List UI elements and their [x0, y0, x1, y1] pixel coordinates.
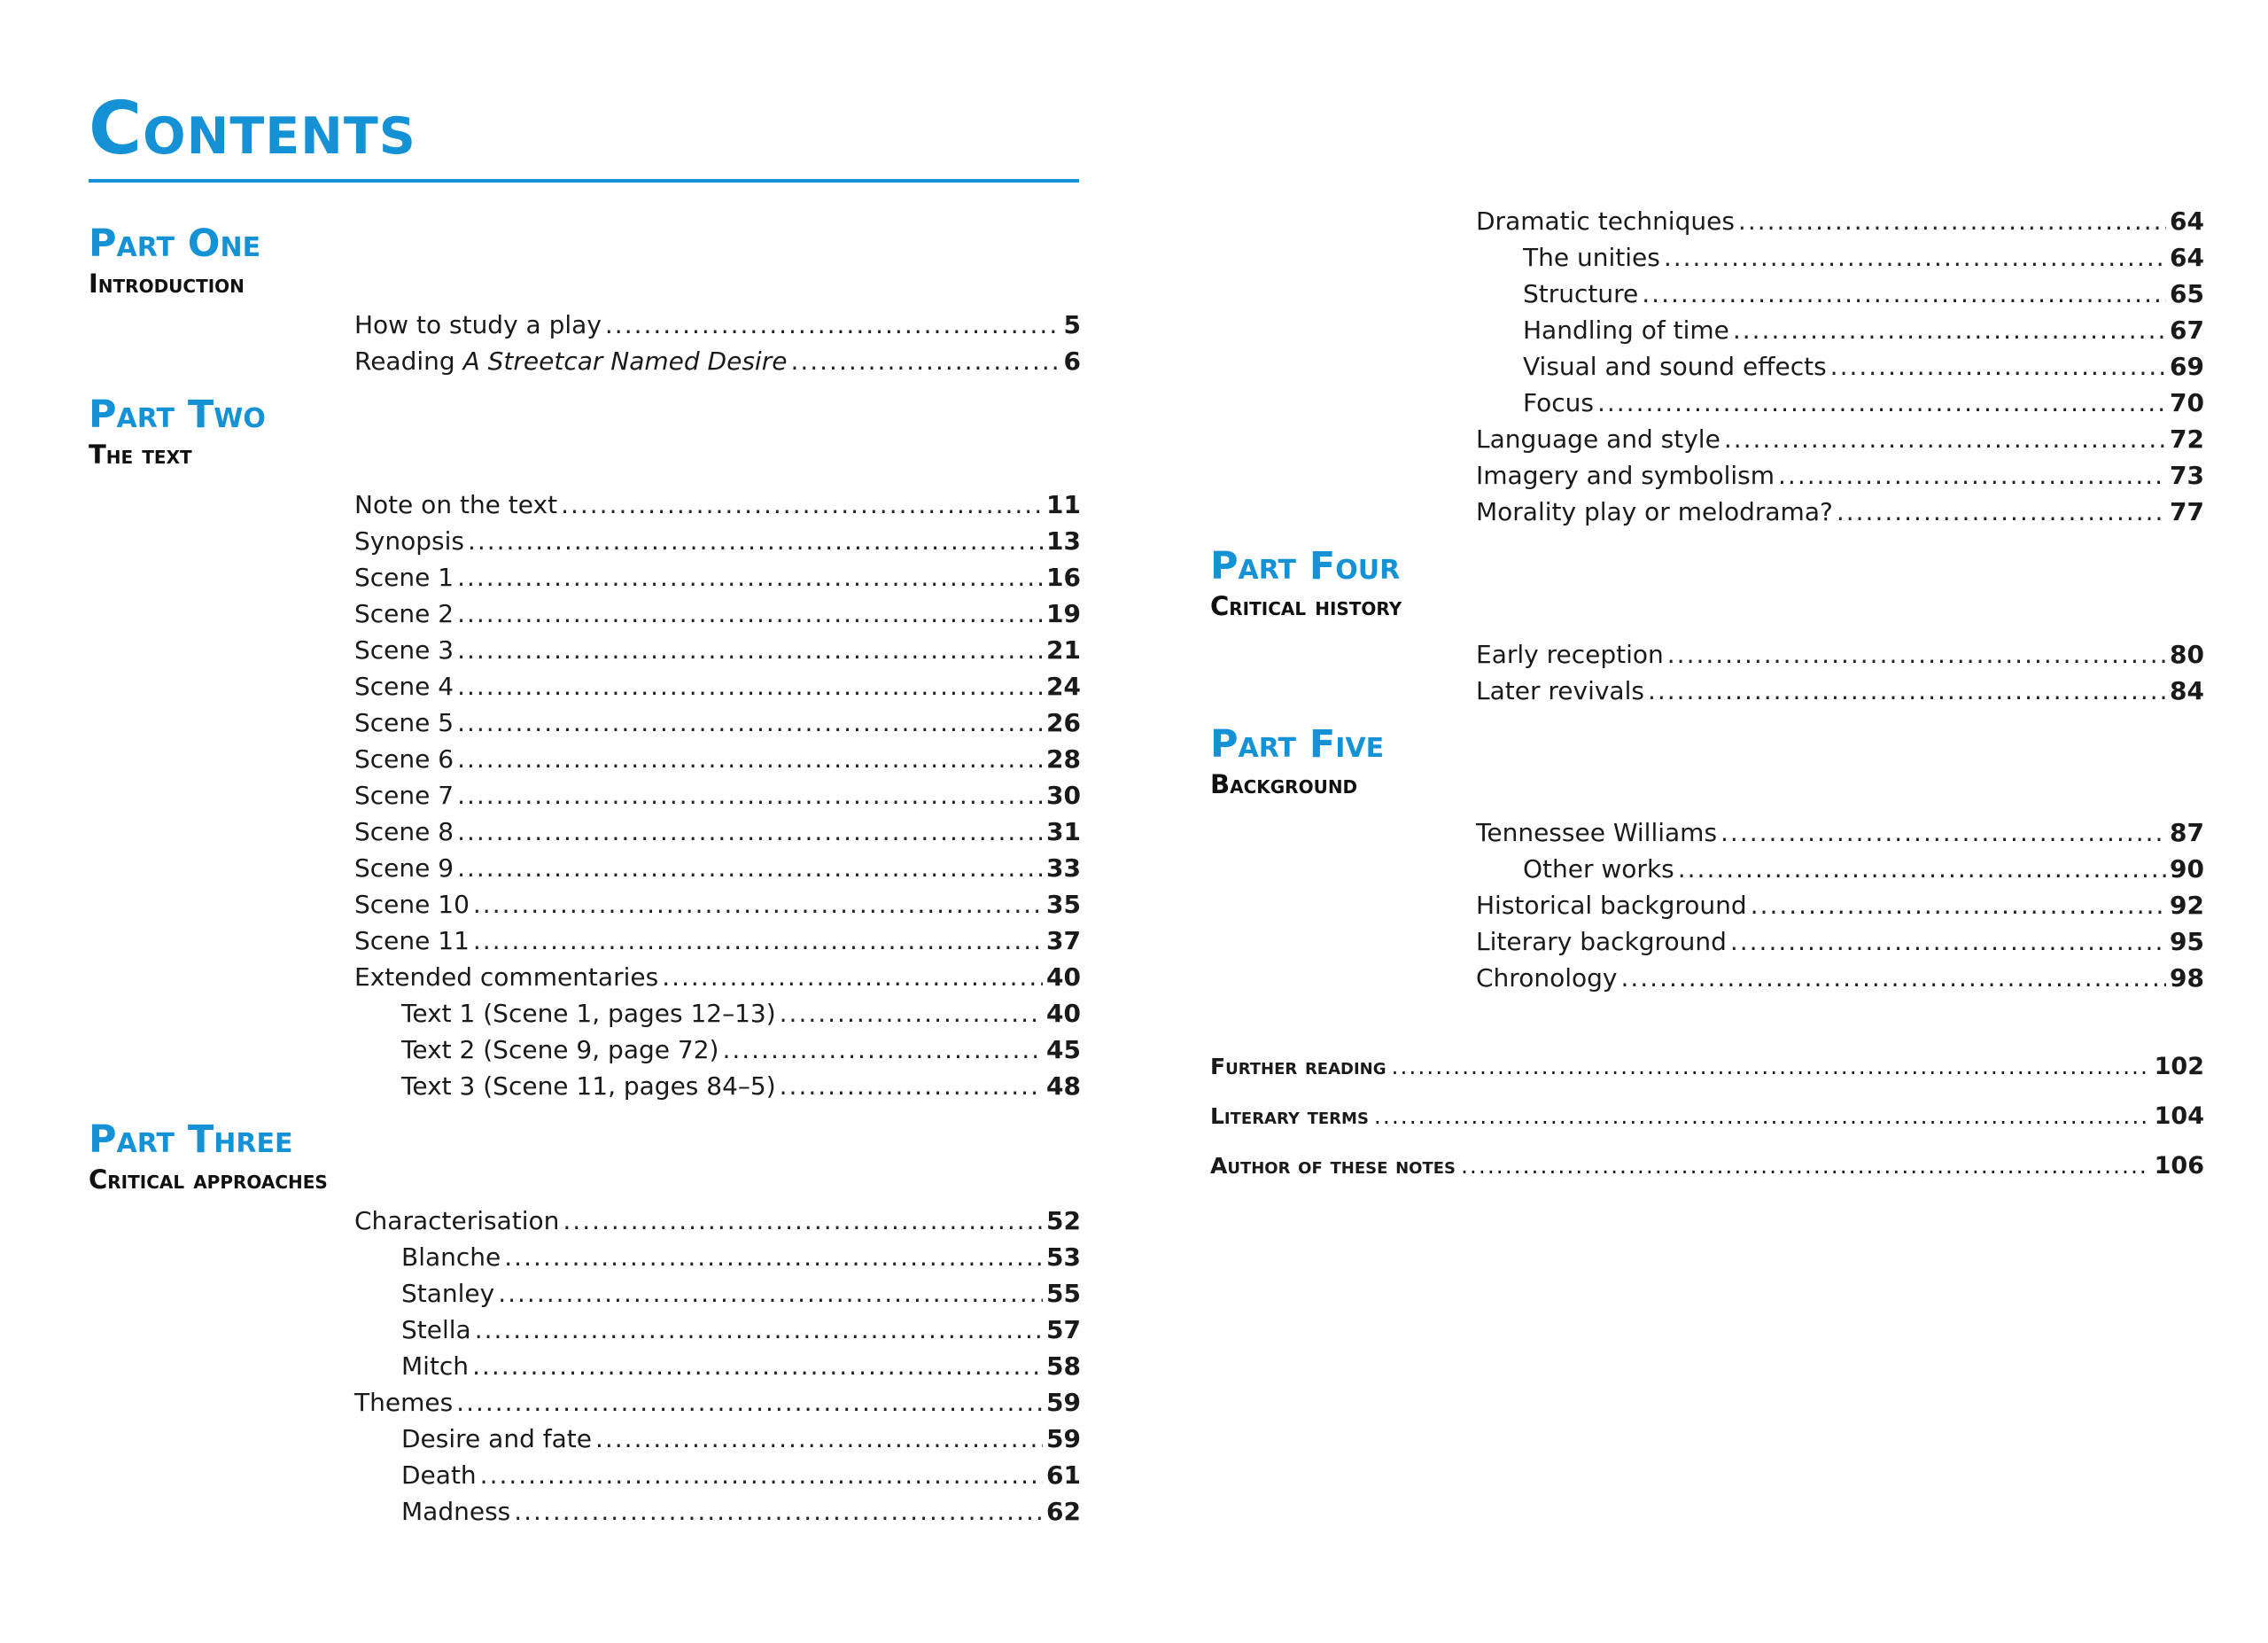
title-rule: [89, 179, 1079, 183]
leader-dots: [457, 777, 1043, 814]
leader-dots: [1648, 673, 2166, 709]
leader-dots: [457, 850, 1043, 886]
toc-entry-label: Synopsis: [354, 526, 464, 556]
leader-dots: [1642, 276, 2166, 312]
toc-entry-label: Scene 3: [354, 635, 454, 665]
leader-dots: [457, 741, 1043, 777]
toc-entries-continued: [1210, 203, 2204, 530]
toc-entry[interactable]: [354, 596, 1081, 632]
part-one: [89, 222, 1081, 379]
toc-entry-label: Other works: [1523, 854, 1674, 884]
toc-entry-page: 37: [1046, 926, 1081, 955]
toc-entry-page: 62: [1046, 1497, 1081, 1526]
part-title: Part Four: [1210, 544, 1401, 588]
toc-entry-label: Text 3 (Scene 11, pages 84–5): [401, 1071, 776, 1101]
toc-entry-label: Early reception: [1476, 640, 1664, 669]
leader-dots: [1374, 1092, 2149, 1141]
toc-entry-label: Stella: [401, 1315, 471, 1344]
toc-entry-label: Blanche: [401, 1242, 501, 1272]
toc-subentry[interactable]: [1476, 348, 2204, 385]
toc-subentry[interactable]: [1476, 239, 2204, 276]
toc-entry[interactable]: [354, 632, 1081, 668]
leader-dots: [457, 559, 1043, 596]
part-subtitle: Critical approaches: [89, 1164, 328, 1195]
toc-entry[interactable]: [354, 668, 1081, 705]
toc-entry-page: 52: [1046, 1206, 1081, 1235]
toc-entry-page: 90: [2170, 854, 2204, 884]
toc-entry-page: 35: [1046, 890, 1081, 919]
toc-entry-page: 40: [1046, 962, 1081, 992]
leader-dots: [457, 814, 1043, 850]
toc-entry-page: 48: [1046, 1071, 1081, 1101]
toc-entry[interactable]: [354, 850, 1081, 886]
part-three: [89, 1117, 1081, 1530]
toc-entry[interactable]: [354, 343, 1081, 379]
part-two: [89, 393, 1081, 1104]
toc-entry-page: 59: [1046, 1424, 1081, 1453]
toc-entry-label: Literary terms: [1210, 1103, 1369, 1129]
toc-entry-page: 64: [2170, 243, 2204, 272]
toc-entry[interactable]: [1476, 923, 2204, 960]
toc-subentry[interactable]: [354, 1457, 1081, 1493]
toc-entry-label: Historical background: [1476, 891, 1747, 920]
leader-dots: [475, 1312, 1043, 1348]
leader-dots: [1724, 421, 2166, 457]
toc-entry-page: 67: [2170, 315, 2204, 345]
toc-entry[interactable]: [354, 814, 1081, 850]
toc-subentry[interactable]: [1476, 851, 2204, 887]
leader-dots: [722, 1032, 1043, 1068]
toc-subentry[interactable]: [354, 1493, 1081, 1530]
toc-subentry[interactable]: [354, 1275, 1081, 1312]
toc-entry-label: Scene 1: [354, 563, 454, 592]
toc-entry-page: 65: [2170, 279, 2204, 308]
toc-entry-label: Literary background: [1476, 927, 1727, 956]
toc-subentry[interactable]: [354, 1032, 1081, 1068]
toc-subentry[interactable]: [354, 995, 1081, 1032]
toc-entry-label: Language and style: [1476, 424, 1720, 454]
toc-entry-page: 64: [2170, 206, 2204, 236]
part-subtitle: Introduction: [89, 269, 245, 299]
toc-entry[interactable]: [354, 487, 1081, 523]
leader-dots: [1597, 385, 2166, 421]
toc-back-entry[interactable]: [1210, 1141, 2204, 1191]
part-title: Part Five: [1210, 722, 1385, 767]
toc-entry-page: 24: [1046, 672, 1081, 701]
leader-dots: [514, 1493, 1043, 1530]
toc-entry-label: Focus: [1523, 388, 1594, 417]
toc-entry-page: 33: [1046, 853, 1081, 883]
toc-entry-page: 11: [1046, 490, 1081, 519]
toc-entry-page: 40: [1046, 999, 1081, 1028]
leader-dots: [662, 959, 1043, 995]
toc-entry-label: Scene 8: [354, 817, 454, 846]
toc-entry[interactable]: [354, 741, 1081, 777]
toc-entry-page: 6: [1063, 347, 1081, 376]
toc-entry-page: 13: [1046, 526, 1081, 556]
toc-entry-label: Characterisation: [354, 1206, 560, 1235]
toc-entry[interactable]: [354, 886, 1081, 923]
leader-dots: [457, 705, 1043, 741]
toc-entry[interactable]: [354, 923, 1081, 959]
toc-entry-page: 19: [1046, 599, 1081, 628]
part-title: Part Two: [89, 393, 266, 437]
toc-entry-label: Tennessee Williams: [1476, 818, 1718, 847]
toc-entry-label: Morality play or melodrama?: [1476, 497, 1833, 526]
leader-dots: [504, 1239, 1043, 1275]
leader-dots: [1738, 203, 2166, 239]
toc-entries: [89, 487, 1081, 1104]
toc-entry-label: Scene 7: [354, 781, 454, 810]
toc-entry[interactable]: [354, 307, 1081, 343]
leader-dots: [605, 307, 1060, 343]
leader-dots: [498, 1275, 1043, 1312]
back-matter: [1210, 1042, 2204, 1191]
leader-dots: [561, 487, 1043, 523]
toc-entry-label: Stanley: [401, 1279, 495, 1308]
toc-entry-label: Mitch: [401, 1351, 470, 1381]
leader-dots: [457, 596, 1043, 632]
contents-right-column: [1210, 203, 2204, 1191]
toc-entries: [1210, 814, 2204, 996]
leader-dots: [1730, 923, 2166, 960]
leader-dots: [473, 923, 1043, 959]
leader-dots: [1620, 960, 2166, 996]
leader-dots: [563, 1203, 1043, 1239]
toc-entry-page: 5: [1063, 310, 1081, 339]
part-title: Part Three: [89, 1117, 293, 1162]
toc-entry[interactable]: [1476, 814, 2204, 851]
toc-entry-label: Imagery and symbolism: [1476, 461, 1775, 490]
toc-entry[interactable]: [1476, 636, 2204, 673]
toc-entry-page: 102: [2154, 1053, 2204, 1080]
label-prefix: Reading: [354, 347, 463, 376]
toc-entry[interactable]: [1476, 203, 2204, 239]
part-subtitle: Background: [1210, 769, 1358, 799]
leader-dots: [473, 886, 1043, 923]
leader-dots: [457, 632, 1043, 668]
toc-entry-page: 70: [2170, 388, 2204, 417]
toc-entry-label: Scene 5: [354, 708, 454, 737]
toc-entry[interactable]: [354, 777, 1081, 814]
toc-entry-page: 45: [1046, 1035, 1081, 1064]
toc-back-entry[interactable]: [1210, 1092, 2204, 1141]
toc-entry-page: 16: [1046, 563, 1081, 592]
toc-entry-page: 57: [1046, 1315, 1081, 1344]
part-subtitle: The text: [89, 440, 192, 470]
toc-entry[interactable]: [1476, 421, 2204, 457]
toc-entry-page: 95: [2170, 927, 2204, 956]
toc-subentry[interactable]: [354, 1239, 1081, 1275]
toc-subentry[interactable]: [354, 1421, 1081, 1457]
toc-subentry[interactable]: [1476, 385, 2204, 421]
play-title: A Streetcar Named Desire: [462, 347, 788, 376]
leader-dots: [1837, 494, 2166, 530]
toc-entry-label: Dramatic techniques: [1476, 206, 1735, 236]
toc-entries: [89, 1203, 1081, 1530]
leader-dots: [790, 343, 1060, 379]
toc-entries: [1210, 636, 2204, 709]
toc-entry-label: Text 2 (Scene 9, page 72): [401, 1035, 719, 1064]
toc-entry-page: 28: [1046, 744, 1081, 774]
toc-entry-page: 80: [2170, 640, 2204, 669]
toc-entry-label: [354, 343, 787, 379]
toc-entry-page: 61: [1046, 1460, 1081, 1490]
toc-entry-page: 72: [2170, 424, 2204, 454]
toc-entry[interactable]: [354, 1203, 1081, 1239]
leader-dots: [1664, 239, 2166, 276]
toc-entry-label: Visual and sound effects: [1523, 352, 1827, 381]
toc-entry-page: 21: [1046, 635, 1081, 665]
toc-subentry[interactable]: [354, 1068, 1081, 1104]
leader-dots: [456, 1384, 1043, 1421]
toc-entry-page: 31: [1046, 817, 1081, 846]
leader-dots: [1678, 851, 2166, 887]
toc-entry[interactable]: [354, 1384, 1081, 1421]
toc-entry-label: Death: [401, 1460, 477, 1490]
toc-entry-label: Scene 9: [354, 853, 454, 883]
toc-entry[interactable]: [1476, 494, 2204, 530]
toc-entry[interactable]: [354, 559, 1081, 596]
toc-entry-label: Scene 10: [354, 890, 470, 919]
toc-entry-label: Structure: [1523, 279, 1639, 308]
toc-entry-page: 30: [1046, 781, 1081, 810]
leader-dots: [1830, 348, 2166, 385]
page-title: Contents: [89, 87, 416, 171]
toc-entry-label: Desire and fate: [401, 1424, 592, 1453]
toc-entry-page: 69: [2170, 352, 2204, 381]
toc-entry-page: 55: [1046, 1279, 1081, 1308]
toc-entry[interactable]: [354, 523, 1081, 559]
toc-back-entry[interactable]: [1210, 1042, 2204, 1092]
toc-entry-label: Chronology: [1476, 963, 1618, 993]
leader-dots: [1667, 636, 2166, 673]
leader-dots: [780, 1068, 1043, 1104]
toc-entry-page: 53: [1046, 1242, 1081, 1272]
toc-entry-page: 87: [2170, 818, 2204, 847]
toc-entry[interactable]: [1476, 960, 2204, 996]
toc-entry-page: 104: [2154, 1102, 2204, 1130]
toc-entry-label: Author of these notes: [1210, 1153, 1456, 1179]
toc-entry-label: Text 1 (Scene 1, pages 12–13): [401, 999, 776, 1028]
toc-entry-page: 26: [1046, 708, 1081, 737]
toc-entry[interactable]: [1476, 457, 2204, 494]
leader-dots: [780, 995, 1043, 1032]
part-title: Part One: [89, 222, 261, 266]
toc-entry-page: 98: [2170, 963, 2204, 993]
toc-entry[interactable]: [1476, 673, 2204, 709]
toc-entry-label: Scene 4: [354, 672, 454, 701]
contents-left-column: [89, 222, 1081, 1530]
part-five: [1210, 722, 2204, 996]
toc-subentry[interactable]: [1476, 312, 2204, 348]
part-subtitle: Critical history: [1210, 591, 1402, 621]
toc-subentry[interactable]: [354, 1348, 1081, 1384]
leader-dots: [1392, 1042, 2149, 1092]
toc-entry-page: 73: [2170, 461, 2204, 490]
toc-entry-label: Extended commentaries: [354, 962, 659, 992]
toc-entry-label: Madness: [401, 1497, 511, 1526]
toc-entry[interactable]: [1476, 887, 2204, 923]
toc-entry-label: Handling of time: [1523, 315, 1729, 345]
toc-entry[interactable]: [354, 705, 1081, 741]
toc-entry-page: 106: [2154, 1152, 2204, 1180]
toc-subentry[interactable]: [1476, 276, 2204, 312]
toc-entry-label: Scene 6: [354, 744, 454, 774]
toc-entry-label: Further reading: [1210, 1054, 1386, 1079]
toc-entry-page: 77: [2170, 497, 2204, 526]
leader-dots: [480, 1457, 1043, 1493]
leader-dots: [1751, 887, 2166, 923]
leader-dots: [1778, 457, 2166, 494]
leader-dots: [472, 1348, 1043, 1384]
toc-entry-label: Later revivals: [1476, 676, 1644, 705]
toc-entry-label: Scene 2: [354, 599, 454, 628]
toc-entry-label: Themes: [354, 1388, 454, 1417]
leader-dots: [1720, 814, 2166, 851]
toc-entry[interactable]: [354, 959, 1081, 995]
leader-dots: [457, 668, 1043, 705]
toc-entry-page: 92: [2170, 891, 2204, 920]
toc-entry-label: Note on the text: [354, 490, 558, 519]
part-four: [1210, 544, 2204, 709]
leader-dots: [595, 1421, 1043, 1457]
toc-entries: [89, 307, 1081, 379]
leader-dots: [1733, 312, 2166, 348]
leader-dots: [468, 523, 1043, 559]
toc-entry-page: 59: [1046, 1388, 1081, 1417]
toc-entry-label: The unities: [1523, 243, 1660, 272]
toc-subentry[interactable]: [354, 1312, 1081, 1348]
toc-entry-page: 84: [2170, 676, 2204, 705]
leader-dots: [1461, 1141, 2149, 1191]
toc-entry-label: Scene 11: [354, 926, 470, 955]
toc-entry-page: 58: [1046, 1351, 1081, 1381]
toc-entry-label: How to study a play: [354, 310, 602, 339]
